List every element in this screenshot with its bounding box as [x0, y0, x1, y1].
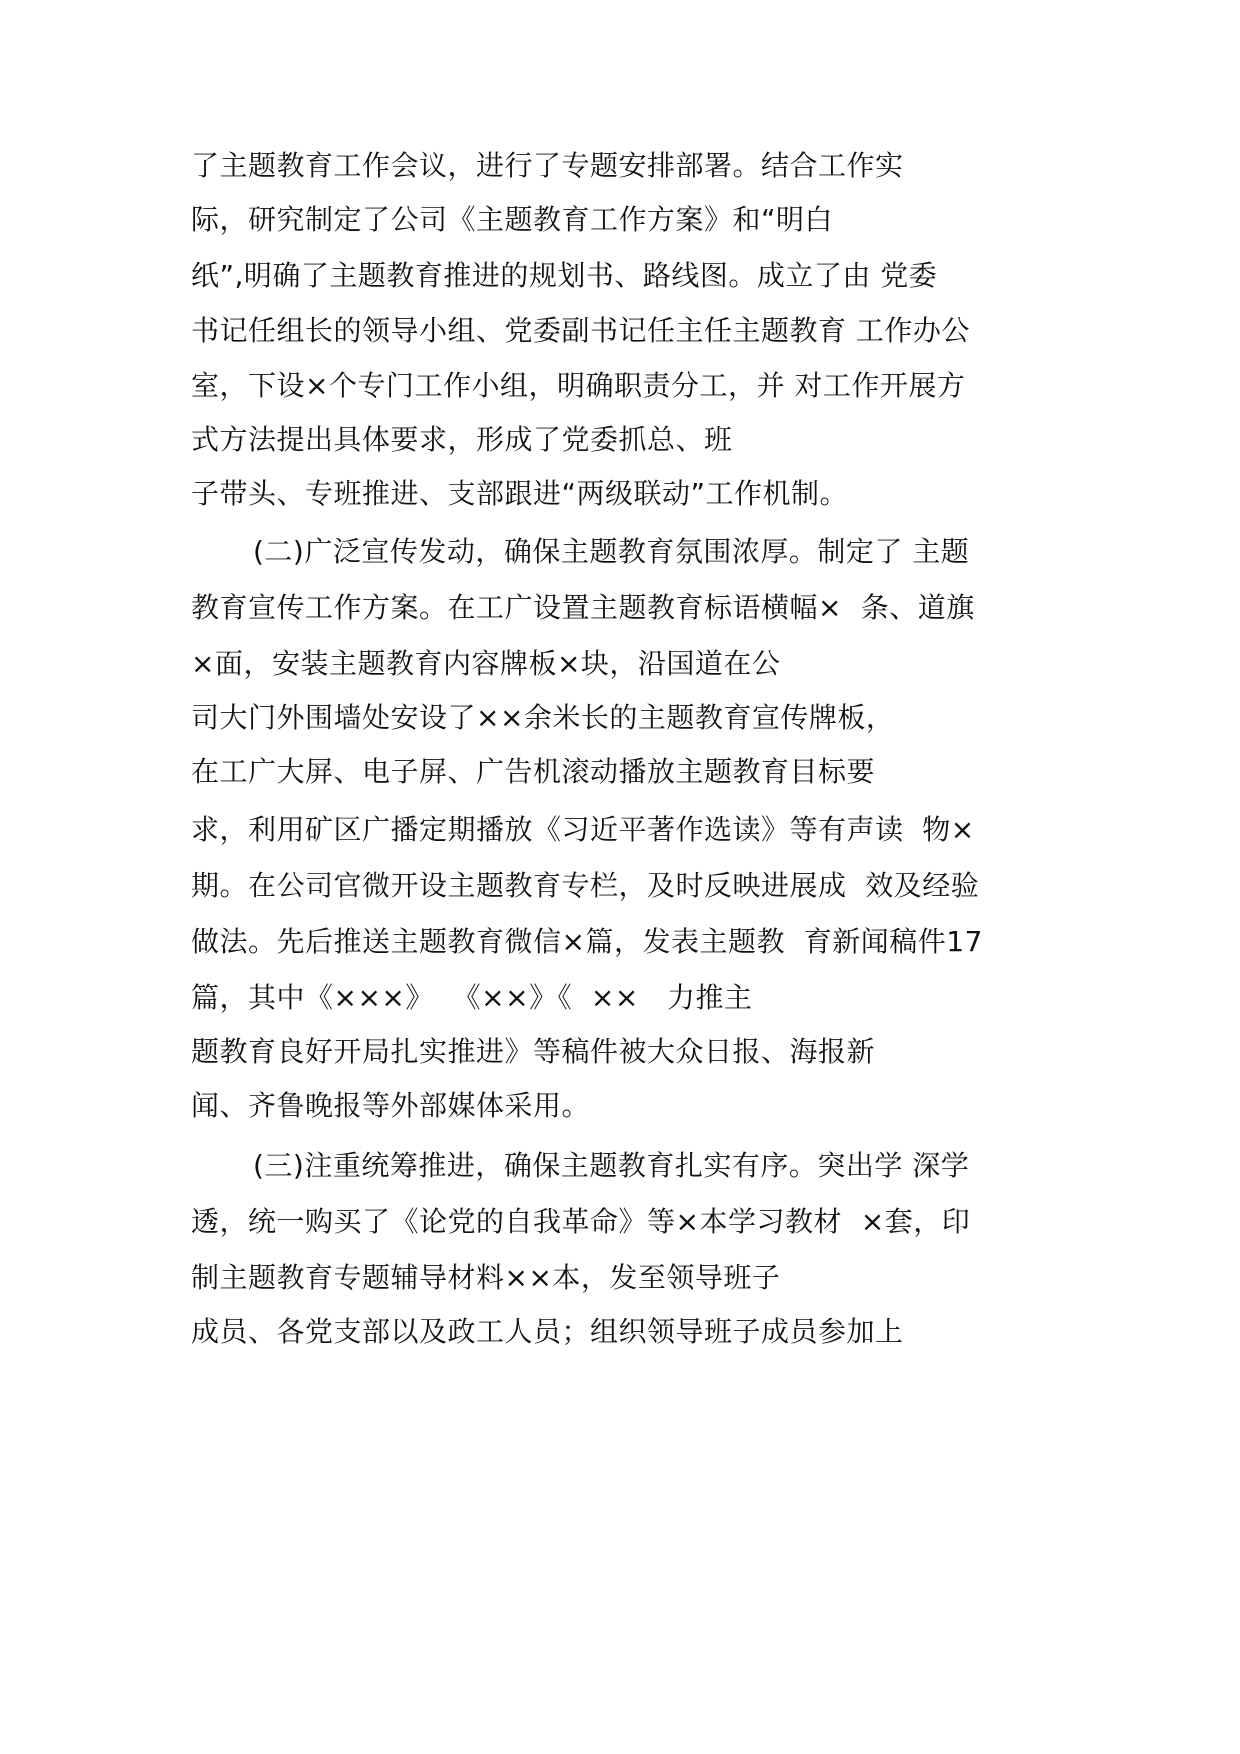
section-heading-line: (二)广泛宣传发动，确保主题教育氛围浓厚。制定了 主题	[253, 535, 970, 568]
section-heading-line: (三)注重统筹推进，确保主题教育扎实有序。突出学 深学	[253, 1149, 970, 1182]
text-line: 式方法提出具体要求，形成了党委抓总、班	[191, 423, 733, 456]
text-line: 做法。先后推送主题教育微信×篇，发表主题教 育新闻稿件17	[191, 925, 983, 958]
text-line: 成员、各党支部以及政工人员；组织领导班子成员参加上	[191, 1315, 904, 1348]
text-line: 子带头、专班推进、支部跟进“两级联动”工作机制。	[191, 477, 849, 510]
text-line: 透，统一购买了《论党的自我革命》等×本学习教材 ×套，印	[191, 1205, 971, 1238]
text-line: 司大门外围墙处安设了××余米长的主题教育宣传牌板，	[191, 701, 895, 734]
text-line: 了主题教育工作会议，进行了专题安排部署。结合工作实	[191, 149, 904, 182]
text-line: 篇，其中《×××》 《××》《 ×× 力推主	[191, 981, 753, 1014]
text-line: 闻、齐鲁晚报等外部媒体采用。	[191, 1089, 591, 1122]
text-line: 求，利用矿区广播定期播放《习近平著作选读》等有声读 物×	[191, 813, 975, 846]
text-line: 制主题教育专题辅导材料××本，发至领导班子	[191, 1261, 781, 1294]
text-line: ×面，安装主题教育内容牌板×块，沿国道在公	[191, 647, 781, 680]
text-line: 教育宣传工作方案。在工广设置主题教育标语横幅× 条、道旗	[191, 591, 975, 624]
text-line: 书记任组长的领导小组、党委副书记任主任主题教育 工作办公	[191, 314, 970, 347]
text-line: 纸”,明确了主题教育推进的规划书、路线图。成立了由 党委	[191, 259, 938, 292]
text-line: 期。在公司官微开设主题教育专栏，及时反映进展成 效及经验	[191, 869, 980, 902]
text-line: 室，下设×个专门工作小组，明确职责分工，并 对工作开展方	[191, 369, 966, 402]
text-line: 题教育良好开局扎实推进》等稿件被大众日报、海报新	[191, 1035, 876, 1068]
text-line: 际，研究制定了公司《主题教育工作方案》和“明白	[191, 203, 834, 236]
text-line: 在工广大屏、电子屏、广告机滚动播放主题教育目标要	[191, 755, 876, 788]
